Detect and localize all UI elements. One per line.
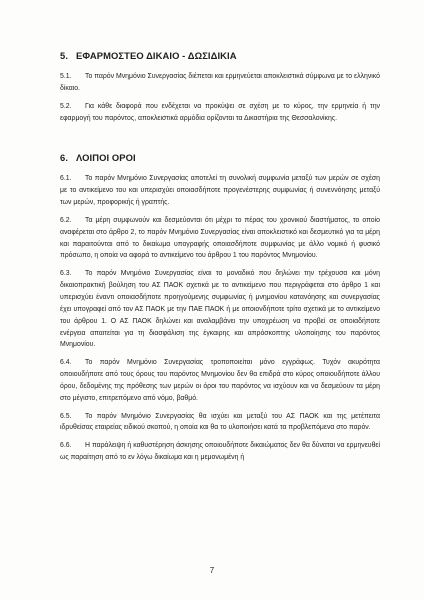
paragraph-text: Το παρόν Μνημόνιο Συνεργασίας είναι το μοναδικό που δηλώνει την τρέχουσα και μόνη δικαιοπρακτική βούληση του ΑΣ ΠΑΟΚ σχετικά με το αντικείμενο που περιγράφεται στο άρθρο 1 και υπερισχύει έναντι οποιασδήποτε προηγούμενης συμφωνίας ή μνημονίου κατανόησης και συνεργασίας έχει υπογραφεί από τον ΑΣ ΠΑΟΚ με την ΠΑΕ ΠΑΟΚ ή με οποιονδήποτε τρίτο σχετικά με το αντικείμενο του άρθρου 1. Ο ΑΣ ΠΑΟΚ δηλώνει και αναλαμβάνει την υποχρέωση να προβεί σε οποιαδήποτε ενέργεια απαιτείται για τη διασφάλιση της έγκαιρης και απρόσκοπτης υλοποίησης του παρόντος Μνημονίου. [60,270,380,349]
paragraph-text: Το παρόν Μνημόνιο Συνεργασίας αποτελεί τη συνολική συμφωνία μεταξύ των μερών σε σχέση με το αντικείμενο του και υπερισχύει οποιασδήποτε προγενέστερης συμφωνίας ή συνεννόησης μεταξύ των μερών, προφορικής ή γραπτής. [60,175,380,207]
paragraph-6-6 [60,440,380,464]
paragraph-number: 5.2. [60,102,72,110]
paragraph-number: 6.5. [60,412,72,420]
paragraph-number: 6.4. [60,359,72,367]
paragraph-text: Το παρόν Μνημόνιο Συνεργασίας θα ισχύει και μεταξύ του ΑΣ ΠΑΟΚ και της μετέπειτα ιδρυθείσας εταιρείας ειδικού σκοπού, η οποία και θα το υλοποιήσει κατά τα προβλεπόμενα στο παρόν. [60,412,380,432]
paragraph-5-1 [60,71,380,95]
paragraph-text: Το παρόν Μνημόνιο Συνεργασίας διέπεται και ερμηνεύεται αποκλειστικά σύμφωνα με το ελληνικό δίκαιο. [60,73,380,92]
paragraph-number: 6.1. [60,175,72,183]
paragraph-number: 6.2. [60,216,72,224]
paragraph-6-1 [60,173,380,209]
section-6-heading [60,152,380,164]
section-5-title: ΕΦΑΡΜΟΣΤΕΟ ΔΙΚΑΙΟ - ΔΩΣΙΔΙΚΙΑ [76,50,237,61]
paragraph-6-2 [60,215,380,262]
paragraph-text: Τα μέρη συμφωνούν και δεσμεύονται ότι μέχρι το πέρας του χρονικού διαστήματος, το οποίο αναφέρεται στο άρθρο 2, το παρόν Μνημόνιο Συνεργασίας είναι αποκλειστικό και δεσμευτικό για τα μέρη και παραιτούνται από το δικαίωμα υπογραφής οποιασδήποτε συμφωνίας με άλλο νομικό ή φυσικό πρόσωπο, η οποία να αφορά το αντικείμενο του άρθρου 1 του παρόντος Μνημονίου. [60,216,380,260]
paragraph-6-5 [60,411,380,435]
paragraph-6-3 [60,268,380,351]
paragraph-number: 5.1. [60,73,72,80]
paragraph-text: Για κάθε διαφορά που ενδέχεται να προκύψει σε σχέση με το κύρος, την ερμηνεία ή την εφαρμογή του παρόντος, αποκλειστικά αρμόδια ορίζονται τα Δικαστήρια της Θεσσαλονίκης. [60,102,380,122]
paragraph-5-2 [60,101,380,125]
paragraph-6-4 [60,357,380,404]
section-6-title: ΛΟΙΠΟΙ ΟΡΟΙ [76,152,136,164]
paragraph-number: 6.6. [60,442,72,450]
paragraph-number: 6.3. [60,270,72,278]
section-5-number: 5. [60,50,69,61]
section-5-heading [60,50,380,62]
section-6-number: 6. [60,152,69,164]
page-number: 7 [209,566,215,575]
paragraph-text: Το παρόν Μνημόνιο Συνεργασίας τροποποιείται μόνο εγγράφως. Τυχόν ακυρότητα οποιουδήποτε από τους όρους του παρόντος Μνημονίου δεν θα επιδρά στο κύρος οποιουδήποτε άλλου όρου, δεδομένης της πρόθεσης των μερών οι όροι του παρόντος να ισχύουν και να δεσμεύουν τα μέρη στο μέγιστο, επιτρεπόμενο από νόμο, βαθμό. [60,359,380,402]
paragraph-text: Η παράλειψη ή καθυστέρηση άσκησης οποιουδήποτε δικαιώματος δεν θα δύναται να ερμηνευθεί ως παραίτηση από το εν λόγω δικαίωμα και η μεμονωμένη ή [60,442,380,462]
